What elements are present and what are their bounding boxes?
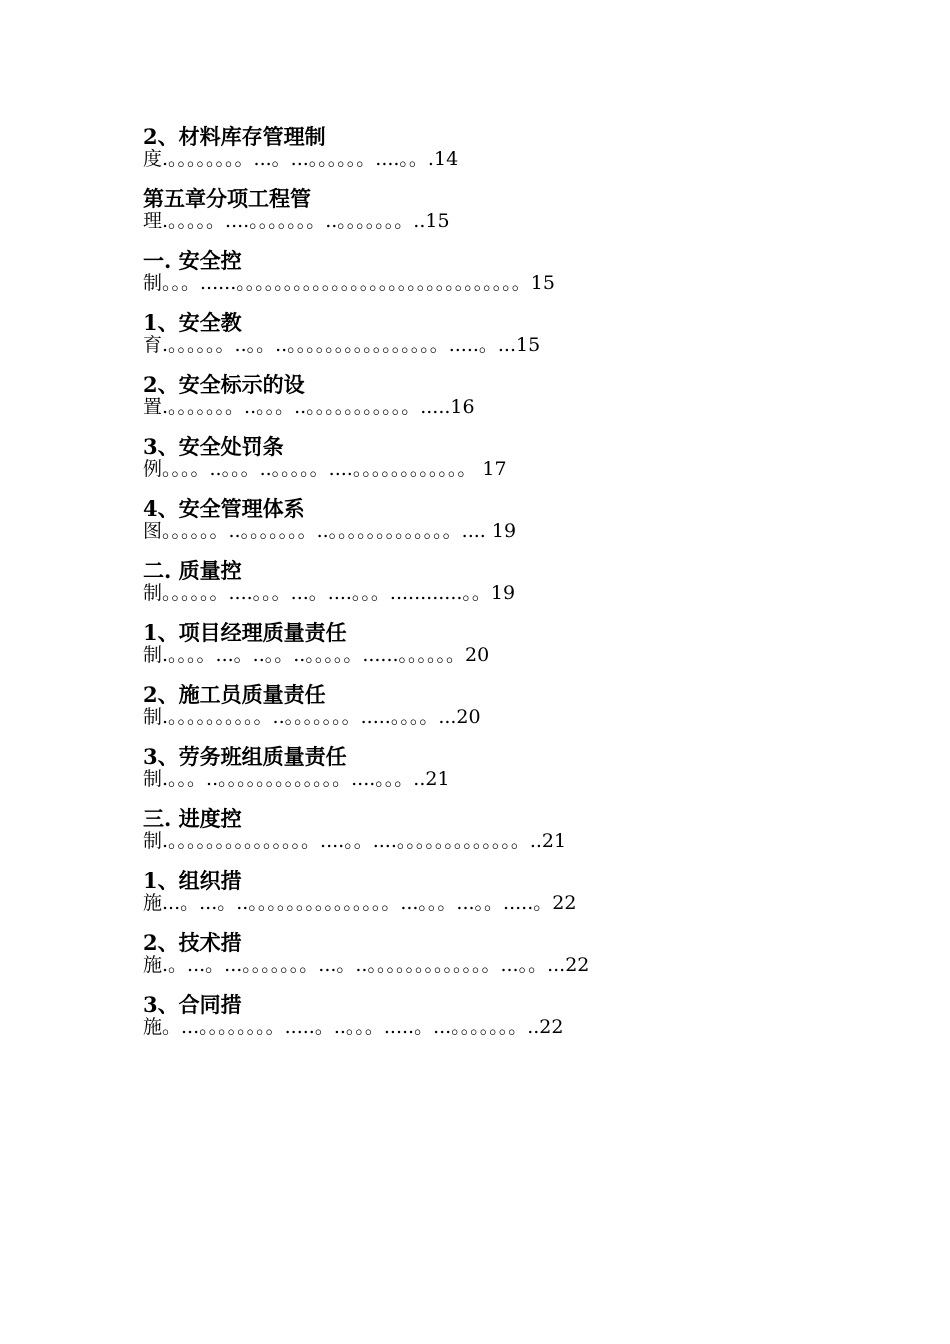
toc-entry-title: 2、施工员质量责任 xyxy=(143,682,326,707)
toc-entry-title: 2、材料库存管理制 xyxy=(143,124,326,149)
toc-entry xyxy=(143,374,823,418)
toc-entry-title: 1、组织措 xyxy=(143,868,242,893)
toc-entry xyxy=(143,932,823,976)
toc-entry-title: 2、技术措 xyxy=(143,930,242,955)
toc-entry xyxy=(143,746,823,790)
toc-entry xyxy=(143,498,823,542)
toc-entry xyxy=(143,622,823,666)
toc-entry-leader: 施...。...。..。。。。。。。。。。。。。。。...。。。...。。.....。22 xyxy=(143,892,577,914)
toc-entry xyxy=(143,188,823,232)
toc-entry xyxy=(143,808,823,852)
toc-entry-leader: 制.。。。。...。..。。..。。。。。......。。。。。。20 xyxy=(143,644,490,666)
toc-entry-leader: 置.。。。。。。。..。。。..。。。。。。。。。。。.....16 xyxy=(143,396,475,418)
toc-entry-title: 第五章分项工程管 xyxy=(143,186,311,211)
toc-entry-title: 一. 安全控 xyxy=(143,248,242,273)
toc-entry-leader: 育.。。。。。。..。。..。。。。。。。。。。。。。。。。.....。...15 xyxy=(143,334,541,356)
toc-entry-title: 2、安全标示的设 xyxy=(143,372,305,397)
toc-entry-title: 1、安全教 xyxy=(143,310,242,335)
toc-entry-title: 二. 质量控 xyxy=(143,558,242,583)
toc-entry-title: 3、劳务班组质量责任 xyxy=(143,744,347,769)
toc-entry-leader: 度.。。。。。。。。...。...。。。。。。....。。.14 xyxy=(143,148,459,170)
toc-entry-leader: 制.。。。。。。。。。。..。。。。。。。.....。。。。...20 xyxy=(143,706,481,728)
toc-entry-title: 1、项目经理质量责任 xyxy=(143,620,347,645)
toc-entry-leader: 图。。。。。。..。。。。。。。..。。。。。。。。。。。。。.... 19 xyxy=(143,520,517,542)
toc-entry-leader: 例。。。。..。。。..。。。。。....。。。。。。。。。。。。 17 xyxy=(143,458,507,480)
toc-entry-title: 3、安全处罚条 xyxy=(143,434,284,459)
toc-entry xyxy=(143,436,823,480)
toc-entry-leader: 制.。。。..。。。。。。。。。。。。。....。。。..21 xyxy=(143,768,450,790)
toc-entry xyxy=(143,870,823,914)
toc-entry xyxy=(143,126,823,170)
toc-entry-leader: 制。。。......。。。。。。。。。。。。。。。。。。。。。。。。。。。。。。15 xyxy=(143,272,555,294)
toc-entry-title: 三. 进度控 xyxy=(143,806,242,831)
toc-entry-leader: 制。。。。。。....。。。...。....。。。............。。19 xyxy=(143,582,516,604)
toc-entry xyxy=(143,250,823,294)
toc-entry-leader: 施.。...。...。。。。。。。...。..。。。。。。。。。。。。。...。。...22 xyxy=(143,954,590,976)
toc-entry xyxy=(143,560,823,604)
toc-entry-leader: 施。...。。。。。。。。.....。..。。。.....。...。。。。。。。..22 xyxy=(143,1016,564,1038)
toc-entry xyxy=(143,684,823,728)
toc-entry-title: 3、合同措 xyxy=(143,992,242,1017)
toc-entry-leader: 制.。。。。。。。。。。。。。。。....。。....。。。。。。。。。。。。。..21 xyxy=(143,830,567,852)
toc-page xyxy=(143,126,823,1056)
toc-entry xyxy=(143,312,823,356)
toc-entry xyxy=(143,994,823,1038)
toc-entry-leader: 理.。。。。。....。。。。。。。..。。。。。。。..15 xyxy=(143,210,450,232)
toc-entry-title: 4、安全管理体系 xyxy=(143,496,305,521)
